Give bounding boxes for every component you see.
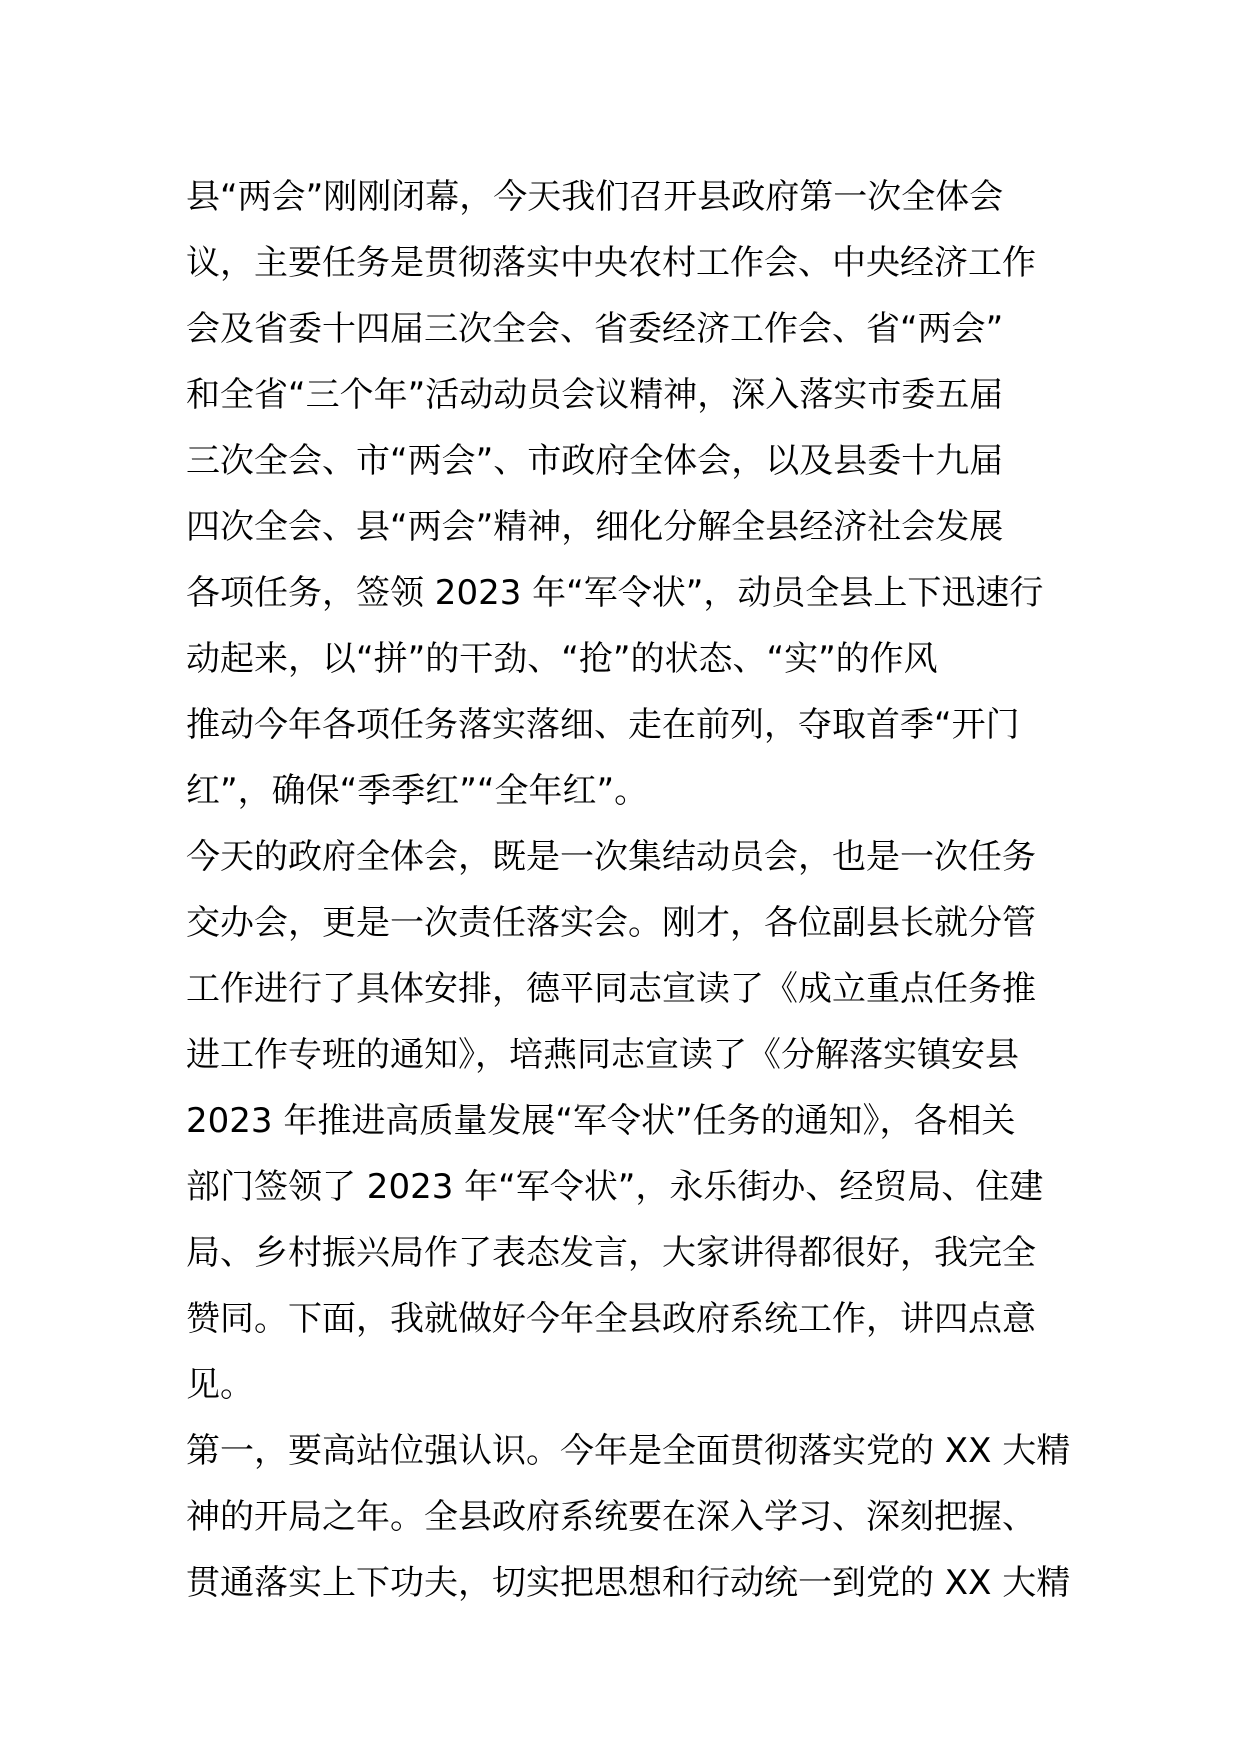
text-line: 赞同。下面，我就做好今年全县政府系统工作，讲四点意: [186, 1299, 1036, 1339]
text-line: 议，主要任务是贯彻落实中央农村工作会、中央经济工作: [186, 243, 1036, 283]
text-line: 推动今年各项任务落实落细、走在前列，夺取首季“开门: [186, 705, 1020, 745]
text-line: 会及省委十四届三次全会、省委经济工作会、省“两会”: [186, 309, 1004, 349]
text-line: 2023 年推进高质量发展“军令状”任务的通知》，各相关: [186, 1101, 1016, 1141]
text-line: 神的开局之年。全县政府系统要在深入学习、深刻把握、: [186, 1497, 1036, 1537]
document-body: [186, 164, 1071, 1616]
text-line: 部门签领了 2023 年“军令状”，永乐街办、经贸局、住建: [186, 1167, 1044, 1207]
text-line: 和全省“三个年”活动动员会议精神，深入落实市委五届: [186, 375, 1004, 415]
text-line: 四次全会、县“两会”精神，细化分解全县经济社会发展: [186, 507, 1004, 547]
text-line: 交办会，更是一次责任落实会。刚才，各位副县长就分管: [186, 903, 1036, 943]
text-line: 工作进行了具体安排，德平同志宣读了《成立重点任务推: [186, 969, 1036, 1009]
text-line: 动起来，以“拼”的干劲、“抢”的状态、“实”的作风: [186, 639, 938, 679]
text-line: 见。: [186, 1365, 254, 1405]
text-line: 局、乡村振兴局作了表态发言，大家讲得都很好，我完全: [186, 1233, 1036, 1273]
text-line: 贯通落实上下功夫，切实把思想和行动统一到党的 XX 大精: [186, 1563, 1071, 1603]
text-line: 红”，确保“季季红”“全年红”。: [186, 771, 649, 811]
text-line: 今天的政府全体会，既是一次集结动员会，也是一次任务: [186, 837, 1036, 877]
text-line: 县“两会”刚刚闭幕，今天我们召开县政府第一次全体会: [186, 177, 1004, 217]
text-line: 各项任务，签领 2023 年“军令状”，动员全县上下迅速行: [186, 573, 1044, 613]
text-line: 进工作专班的通知》，培燕同志宣读了《分解落实镇安县: [186, 1035, 1019, 1075]
text-line: 第一，要高站位强认识。今年是全面贯彻落实党的 XX 大精: [186, 1431, 1071, 1471]
text-line: 三次全会、市“两会”、市政府全体会，以及县委十九届: [186, 441, 1004, 481]
